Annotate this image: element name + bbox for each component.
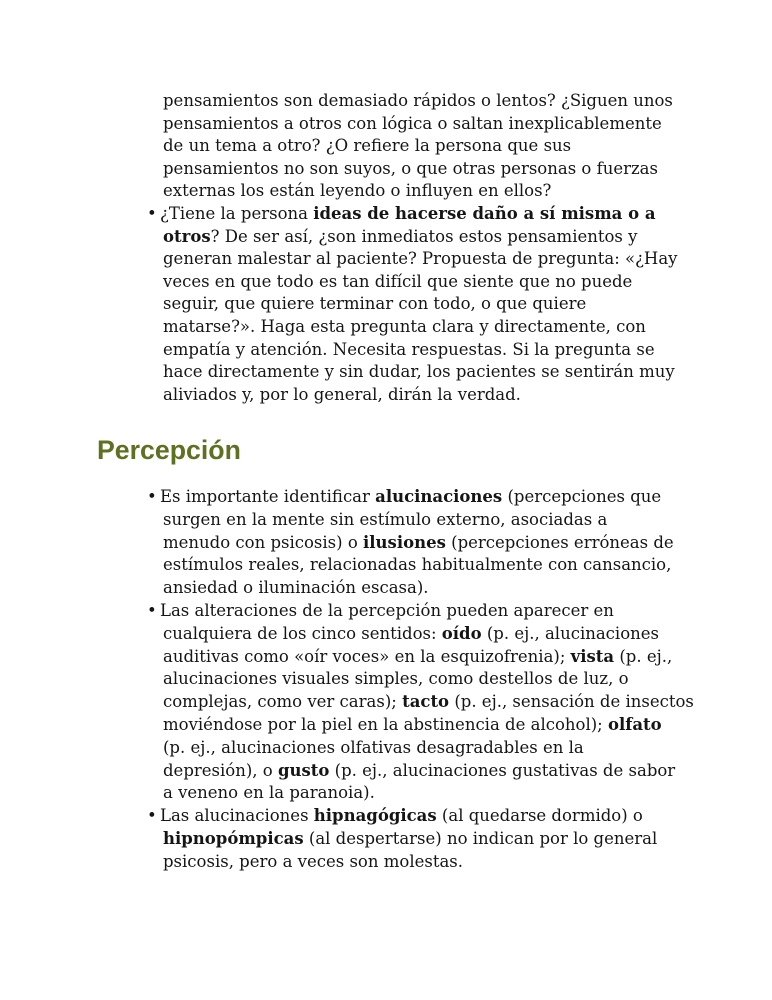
text-segment: (p. ej., alucinaciones — [481, 623, 659, 643]
bold-term: oído — [441, 623, 482, 643]
text-line — [163, 90, 677, 113]
text-segment: (p. ej., alucinaciones olfativas desagradables en la — [163, 737, 584, 757]
text-line — [163, 828, 694, 851]
bold-term: alucinaciones — [375, 487, 503, 506]
text-segment: Las alucinaciones — [160, 806, 314, 826]
text-segment: depresión), o — [163, 760, 278, 780]
text-line — [163, 361, 677, 384]
text-segment: ? De ser así, ¿son inmediatos estos pensamientos y — [210, 226, 638, 246]
text-segment: aliviados y, por lo general, dirán la verdad. — [163, 384, 521, 404]
text-segment: hace directamente y sin dudar, los pacientes se sentirán muy — [163, 362, 675, 382]
bold-term: olfato — [607, 714, 662, 734]
section-heading: Percepción — [97, 435, 241, 465]
bold-term: hipnagógicas — [313, 806, 437, 826]
text-line — [163, 691, 694, 714]
text-segment: seguir, que quiere terminar con todo, o que quiere — [163, 294, 587, 314]
text-segment: pensamientos son demasiado rápidos o lentos? ¿Siguen unos — [163, 91, 673, 110]
text-segment: moviéndose por la piel en la abstinencia de alcohol); — [163, 714, 608, 734]
text-line — [163, 668, 694, 691]
text-segment: (percepciones erróneas de — [445, 532, 674, 552]
text-segment: (al despertarse) no indican por lo general — [303, 828, 658, 848]
text-segment: (p. ej., — [614, 646, 673, 666]
text-segment: alucinaciones visuales simples, como destellos de luz, o — [163, 669, 629, 689]
bullet-marker: • — [147, 806, 157, 826]
text-line — [163, 135, 677, 158]
text-line — [163, 623, 694, 646]
bold-term: ilusiones — [363, 532, 446, 552]
text-segment: matarse?». Haga esta pregunta clara y directamente, con — [163, 316, 646, 336]
text-segment: menudo con psicosis) o — [163, 532, 364, 552]
text-segment: (p. ej., alucinaciones gustativas de sabor — [329, 760, 676, 780]
text-line — [147, 203, 677, 226]
bold-term: otros — [163, 226, 211, 246]
text-line — [163, 577, 694, 600]
text-segment: pensamientos a otros con lógica o saltan inexplicablemente — [163, 113, 662, 133]
text-line — [163, 554, 694, 577]
text-segment: externas los están leyendo o influyen en ellos? — [163, 181, 552, 201]
text-segment: ansiedad o iluminación escasa). — [163, 578, 429, 598]
text-segment: pensamientos no son suyos, o que otras personas o fuerzas — [163, 158, 658, 178]
text-line — [147, 600, 694, 623]
text-segment: (p. ej., sensación de insectos — [449, 692, 694, 712]
text-line — [163, 851, 694, 874]
text-line — [163, 316, 677, 339]
text-line — [163, 293, 677, 316]
text-segment: (al quedarse dormido) o — [436, 806, 643, 826]
intro-section — [147, 90, 678, 406]
text-segment: a veneno en la paranoia). — [163, 783, 375, 803]
bullet-marker: • — [147, 487, 157, 506]
text-segment: Las alteraciones de la percepción pueden aparecer en — [160, 600, 614, 620]
bold-term: hipnopómpicas — [163, 828, 304, 848]
text-line — [163, 737, 694, 760]
text-segment: veces en que todo es tan difícil que siente que no puede — [163, 271, 633, 291]
text-line — [163, 384, 677, 407]
bullet-marker: • — [147, 203, 157, 223]
perception-section — [147, 486, 694, 874]
text-line — [163, 760, 694, 783]
text-line — [163, 532, 694, 555]
text-segment: de un tema a otro? ¿O refiere la persona que sus — [163, 136, 572, 156]
text-segment: surgen en la mente sin estímulo externo, asociadas a — [163, 509, 608, 529]
text-line — [163, 180, 677, 203]
text-line — [163, 271, 677, 294]
bullet-item — [147, 203, 678, 406]
text-line — [163, 113, 677, 136]
bold-term: gusto — [277, 760, 330, 780]
text-line — [147, 486, 694, 509]
bold-term: vista — [570, 646, 615, 666]
bullet-item — [147, 486, 694, 600]
bold-term: tacto — [402, 692, 450, 712]
bullet-item — [147, 600, 694, 805]
text-segment: complejas, como ver caras); — [163, 692, 403, 712]
text-line — [163, 339, 677, 362]
text-line — [147, 805, 694, 828]
text-segment: generan malestar al paciente? Propuesta de pregunta: «¿Hay — [163, 249, 678, 269]
text-segment: psicosis, pero a veces son molestas. — [163, 851, 464, 871]
text-line — [163, 714, 694, 737]
bullet-item — [147, 805, 694, 873]
text-line — [163, 248, 677, 271]
text-line — [163, 158, 677, 181]
text-segment: auditivas como «oír voces» en la esquizofrenia); — [163, 646, 571, 666]
bold-term: ideas de hacerse daño a sí misma o a — [313, 203, 656, 223]
text-segment: ¿Tiene la persona — [160, 203, 314, 223]
text-segment: cualquiera de los cinco sentidos: — [163, 623, 442, 643]
bullet-marker: • — [147, 600, 157, 620]
text-segment: Es importante identificar — [160, 487, 376, 506]
text-segment: estímulos reales, relacionadas habitualmente con cansancio, — [163, 555, 672, 575]
text-line — [163, 226, 677, 249]
text-line — [163, 509, 694, 532]
text-line — [163, 646, 694, 669]
text-line — [163, 782, 694, 805]
text-segment: empatía y atención. Necesita respuestas. Si la pregunta se — [163, 339, 655, 359]
text-segment: (percepciones que — [502, 487, 662, 506]
